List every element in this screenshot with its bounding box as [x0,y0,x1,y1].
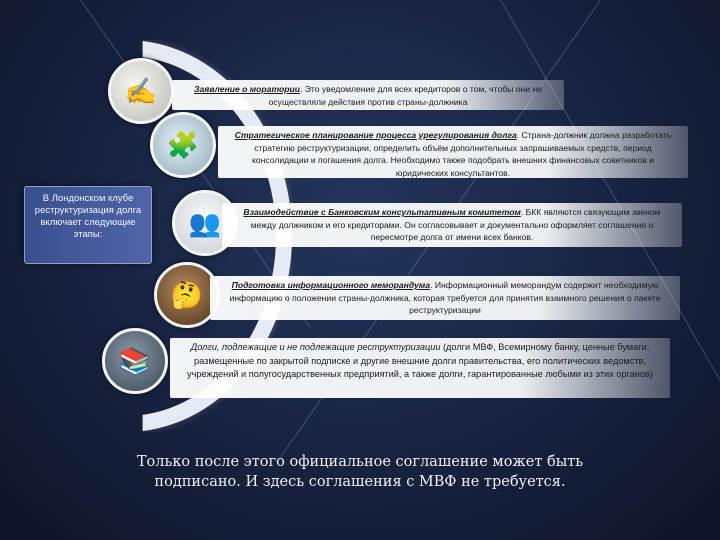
step-2 [218,126,688,178]
puzzle-icon: 🧩 [150,112,216,178]
step-3 [222,203,682,247]
hand-writing-icon: ✍ [108,58,174,124]
people-network-icon: 👥 [172,190,238,256]
step-heading: Заявление о моратории [194,84,300,94]
step-text: . Это уведомление для всех кредиторов о том, чтобы они не осуществляли действия против страны-должника [268,84,542,107]
step-5 [170,338,670,398]
step-heading: Стратегическое планирование процесса урегулирования долга [234,130,517,140]
step-heading: Подготовка информационного меморандума [231,280,431,290]
step-1 [172,80,564,110]
step-4 [210,276,680,320]
step-heading: Долги, подлежащие и не подлежащие реструктуризации [190,342,441,352]
intro-box: В Лондонском клубе реструктуризация долга включает следующие этапы: [24,186,152,264]
documents-stack-icon: 📚 [102,328,168,394]
conclusion-text: Только после этого официальное соглашение может быть подписано. И здесь соглашения с МВФ не требуется. [136,454,584,490]
step-text: . БКК являются связующим звеном между должником и его кредиторами. Он согласовывает и документально оформляет соглашения о пересмотре долга от имени всех банков. [250,207,661,242]
thinking-man-icon: 🤔 [154,262,220,328]
step-heading: Взаимодействие с Банковским консультативным комитетом [243,207,521,217]
step-text: . Информационный меморандум содержит необходимую информацию о положении страны-должника, которая требуется для принятия взаимного решения о пакете реструктуризации [229,280,661,315]
step-text: (долги МВФ, Всемирному банку, ценные бумаги, размещенные по закрытой подписке и другие внешние долги правительства, его политических ведомств, учреждений и полугосударственных предприятий, а также долги, гарантированные любыми из этих органов) [187,342,653,379]
step-text: . Страна-должник должна разработать стратегию реструктуризации, определить объём дополнительных запрашиваемых средств, период консолидации и погашения долга. Необходимо также подобрать внешних финансовых советников и юридических консультантов. [251,130,672,178]
